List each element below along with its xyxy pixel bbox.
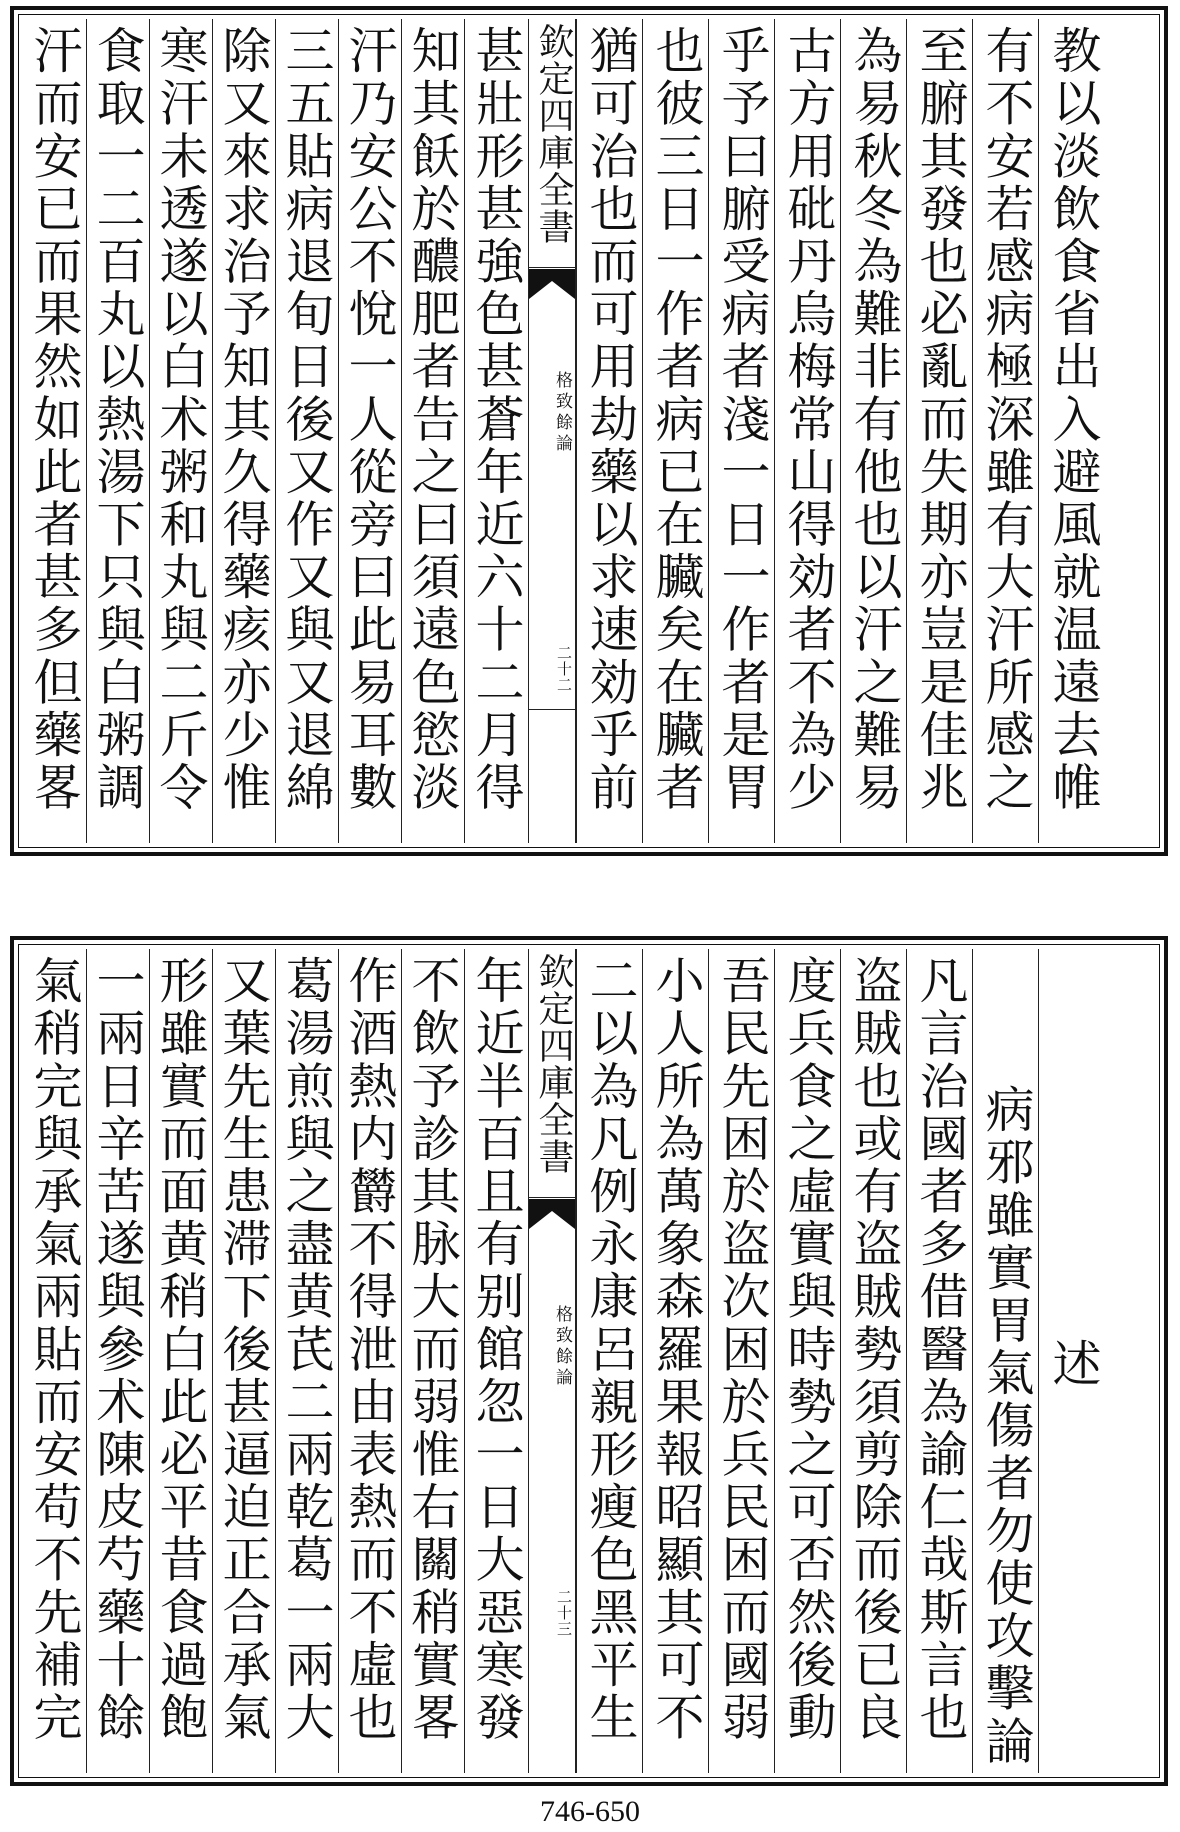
- center-gutter: [528, 19, 576, 843]
- fish-tail-mark: [529, 269, 575, 309]
- gutter-rule: [529, 267, 575, 268]
- bottom-page: [10, 936, 1168, 1786]
- text-column: 有不安若感病極深雖有大汗所感之: [972, 19, 1038, 843]
- text-column: 甚壯形甚強色甚蒼年近六十二月得: [464, 19, 528, 843]
- text-column: 知其飫於醲肥者告之曰須遠色慾淡: [401, 19, 464, 843]
- section-title: 格致餘論: [552, 371, 572, 455]
- text-column: 古方用砒丹烏梅常山得効者不為少: [774, 19, 840, 843]
- top-page-body: [23, 19, 1155, 843]
- text-column: 寒汗未透遂以白术粥和丸與二斤令: [149, 19, 212, 843]
- text-column: 小人所為萬象森羅果報昭顯其可不: [642, 949, 708, 1773]
- text-column: 二以為凡例永康呂親形瘦色黑平生: [576, 949, 642, 1773]
- book-title: 欽定四庫全書: [533, 23, 574, 245]
- text-column: 汗而安已而果然如此者甚多但藥畧: [26, 25, 83, 814]
- text-column: 至腑其發也必亂而失期亦豈是佳兆: [906, 19, 972, 843]
- text-column: 汗乃安公不悅一人從旁曰此易耳數: [338, 19, 401, 843]
- text-column: 葛湯煎與之盡黄芪二兩乾葛一兩大: [275, 949, 338, 1773]
- text-column: 教以淡飲食省出入避風就温遠去帷: [1038, 19, 1105, 843]
- text-column: 三五貼病退旬日後又作又與又退綿: [275, 19, 338, 843]
- center-gutter: [528, 949, 576, 1773]
- page-number: 二十三: [555, 1589, 573, 1637]
- text-column: 也彼三日一作者病已在臟矣在臟者: [642, 19, 708, 843]
- section-title: 格致餘論: [552, 1305, 572, 1389]
- text-column: 一兩日辛苦遂與參术陳皮芍藥十餘: [86, 949, 149, 1773]
- text-column: 度兵食之虛實與時勢之可否然後動: [774, 949, 840, 1773]
- text-column: 又葉先生患滞下後甚逼迫正合承氣: [212, 949, 275, 1773]
- text-column: 氣稍完與承氣兩貼而安苟不先補完: [26, 955, 83, 1744]
- text-column: 盗賊也或有盗賊勢須剪除而後已良: [840, 949, 906, 1773]
- text-column: 猶可治也而可用劫藥以求速効乎前: [576, 19, 642, 843]
- text-column: 述: [1038, 949, 1105, 1773]
- text-column: 吾民先困於盗次困於兵民困而國弱: [708, 949, 774, 1773]
- text-column: 凡言治國者多借醫為諭仁哉斯言也: [906, 949, 972, 1773]
- top-page: [10, 6, 1168, 856]
- gutter-rule: [529, 709, 575, 710]
- text-column: 食取一二百丸以熱湯下只與白粥調: [86, 19, 149, 843]
- text-column: 不飲予診其脉大而弱惟右關稍實畧: [401, 949, 464, 1773]
- bottom-page-body: [23, 949, 1155, 1773]
- text-column: 作酒熱内欝不得泄由表熱而不虛也: [338, 949, 401, 1773]
- fish-tail-mark: [529, 1199, 575, 1239]
- text-column: 除又來求治予知其久得藥痎亦少惟: [212, 19, 275, 843]
- page-number: 二十二: [555, 645, 573, 693]
- text-column: 形雖實而面黄稍白此必平昔食過飽: [149, 949, 212, 1773]
- gutter-rule: [529, 1197, 575, 1198]
- book-title: 欽定四庫全書: [533, 953, 574, 1175]
- catalog-number: 746-650: [540, 1795, 640, 1828]
- text-column: 乎予曰腑受病者淺一日一作者是胃: [708, 19, 774, 843]
- text-column: 年近半百且有别館忽一日大惡寒發: [464, 949, 528, 1773]
- text-column: 為易秋冬為難非有他也以汗之難易: [840, 19, 906, 843]
- chapter-heading: 病邪雖實胃氣傷者勿使攻擊論: [972, 949, 1038, 1773]
